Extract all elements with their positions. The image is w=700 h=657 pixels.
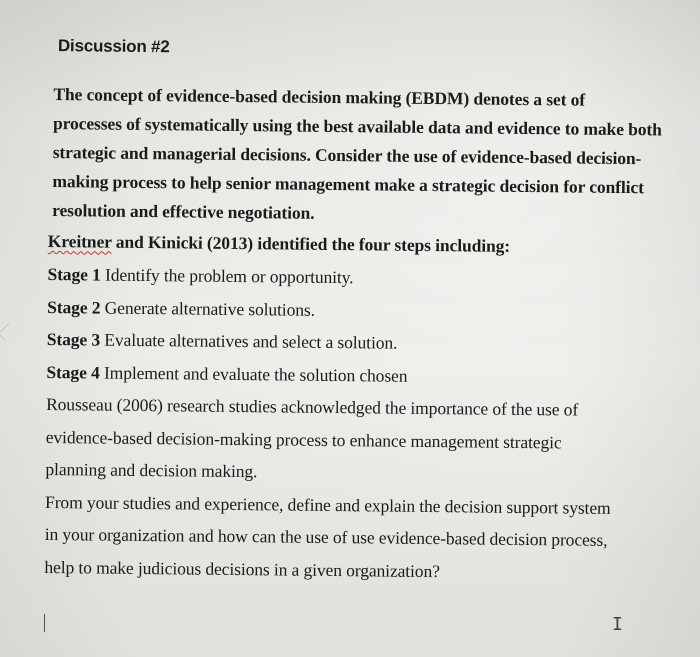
intro-line: making process to help senior management make a strategic decision for conflict (52, 171, 644, 198)
intro-paragraph (52, 80, 687, 232)
steps-section (44, 225, 686, 590)
stage-label: Stage 3 (46, 329, 101, 350)
rousseau-line: evidence-based decision-making process to enhance management strategic (45, 426, 562, 452)
stage-text: Implement and evaluate the solution chosen (99, 362, 408, 386)
stage-label: Stage 4 (46, 361, 100, 383)
margin-mark (0, 323, 15, 340)
intro-line: resolution and effective negotiation. (52, 200, 315, 223)
question-line: From your studies and experience, define and explain the decision support system (45, 491, 611, 518)
intro-line: processes of systematically using the best available data and evidence to make both (52, 113, 662, 140)
rousseau-line: planning and decision making. (45, 458, 258, 482)
stage-label: Stage 2 (47, 296, 101, 318)
page-title: Discussion #2 (57, 36, 170, 57)
citation-author: Kreitner (47, 231, 112, 252)
ibeam-cursor-icon: I (612, 614, 623, 635)
stage-text: Identify the problem or opportunity. (100, 264, 354, 288)
stage-text: Generate alternative solutions. (100, 297, 316, 320)
text-cursor (44, 614, 45, 632)
stage-text: Evaluate alternatives and select a solution. (99, 329, 398, 353)
rousseau-line: Rousseau (2006) research studies acknowledged the importance of the use of (46, 394, 579, 420)
question-line: help to make judicious decisions in a given organization? (44, 556, 440, 581)
intro-line: strategic and managerial decisions. Consider the use of evidence-based decision- (52, 142, 642, 169)
question-line: in your organization and how can the use of use evidence-based decision process, (44, 523, 608, 550)
intro-line: The concept of evidence-based decision making (EBDM) denotes a set of (53, 84, 586, 110)
stage-label: Stage 1 (47, 264, 101, 285)
citation-text: and Kinicki (2013) identified the four steps including: (111, 231, 511, 256)
document-body (42, 36, 688, 590)
